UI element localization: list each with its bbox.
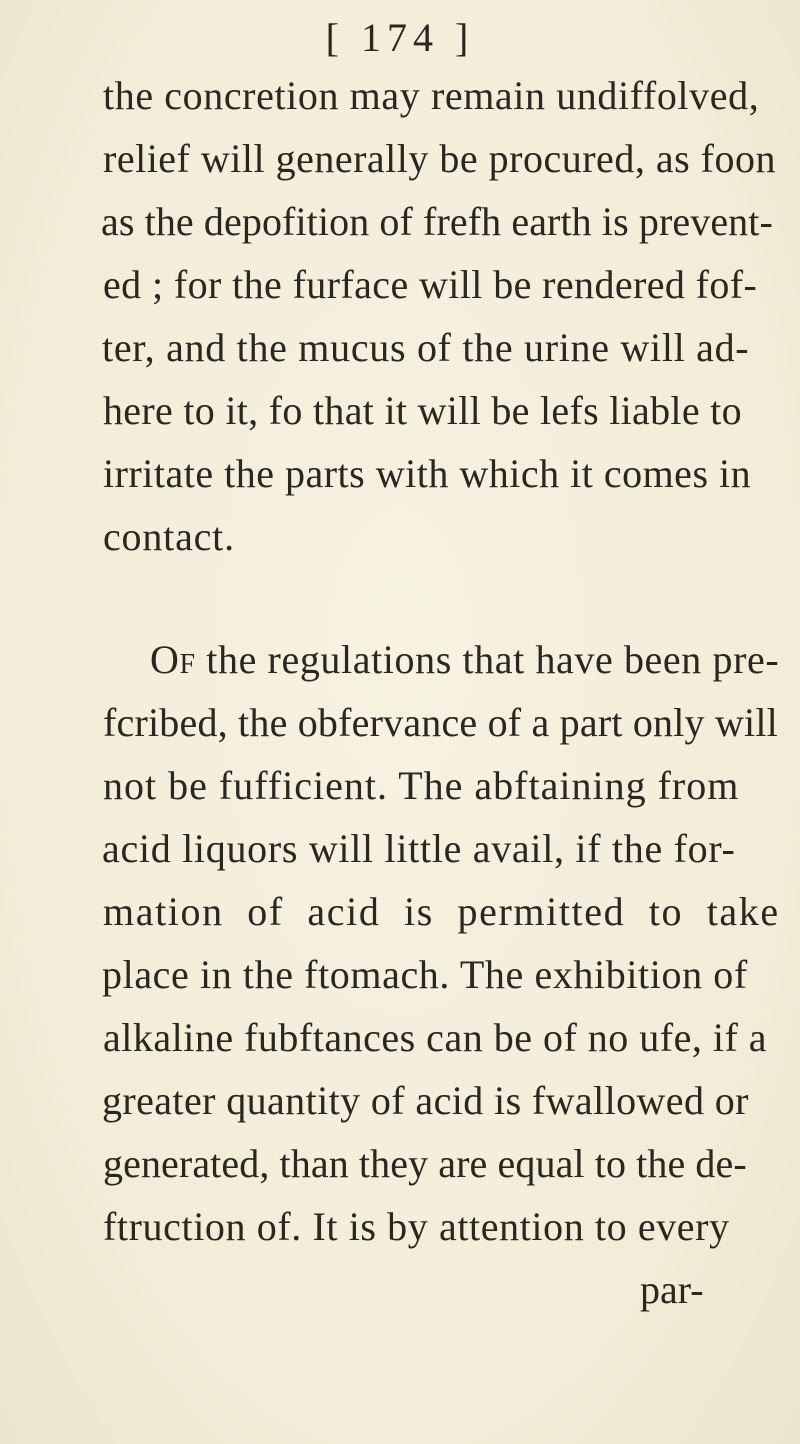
text-line: ter, and the mucus of the urine will ad-	[102, 325, 750, 370]
page-number: [ 174 ]	[325, 15, 475, 60]
catchword: par-	[640, 1267, 704, 1312]
text-line: fcribed, the obfervance of a part only will	[103, 700, 778, 745]
text-line: irritate the parts with which it comes in	[103, 451, 752, 496]
text-line: contact.	[103, 514, 235, 559]
text-line: alkaline fubftances can be of no ufe, if a	[103, 1015, 768, 1060]
text-line: ed ; for the furface will be rendered fof-	[103, 262, 758, 307]
text-line: acid liquors will little avail, if the for-	[102, 826, 736, 871]
text-line: place in the ftomach. The exhibition of	[102, 952, 748, 997]
text-line: as the depofition of frefh earth is prevent-	[101, 199, 773, 244]
text-line: the concretion may remain undiffolved,	[103, 73, 760, 118]
text-line: not be fufficient. The abftaining from	[103, 763, 740, 808]
text-line: here to it, fo that it will be lefs liable to	[103, 388, 742, 433]
text-line: generated, than they are equal to the de-	[103, 1141, 747, 1186]
paragraph-initial: Of	[150, 637, 196, 682]
text-line: relief will generally be procured, as foon	[103, 136, 776, 181]
text-line: ftruction of. It is by attention to every	[103, 1204, 730, 1249]
text-line: mation of acid is permitted to take	[103, 889, 780, 934]
paragraph-first-line	[150, 637, 780, 682]
text-line: greater quantity of acid is fwallowed or	[102, 1078, 749, 1123]
text-line-fragment: the regulations that have been pre-	[195, 637, 780, 682]
